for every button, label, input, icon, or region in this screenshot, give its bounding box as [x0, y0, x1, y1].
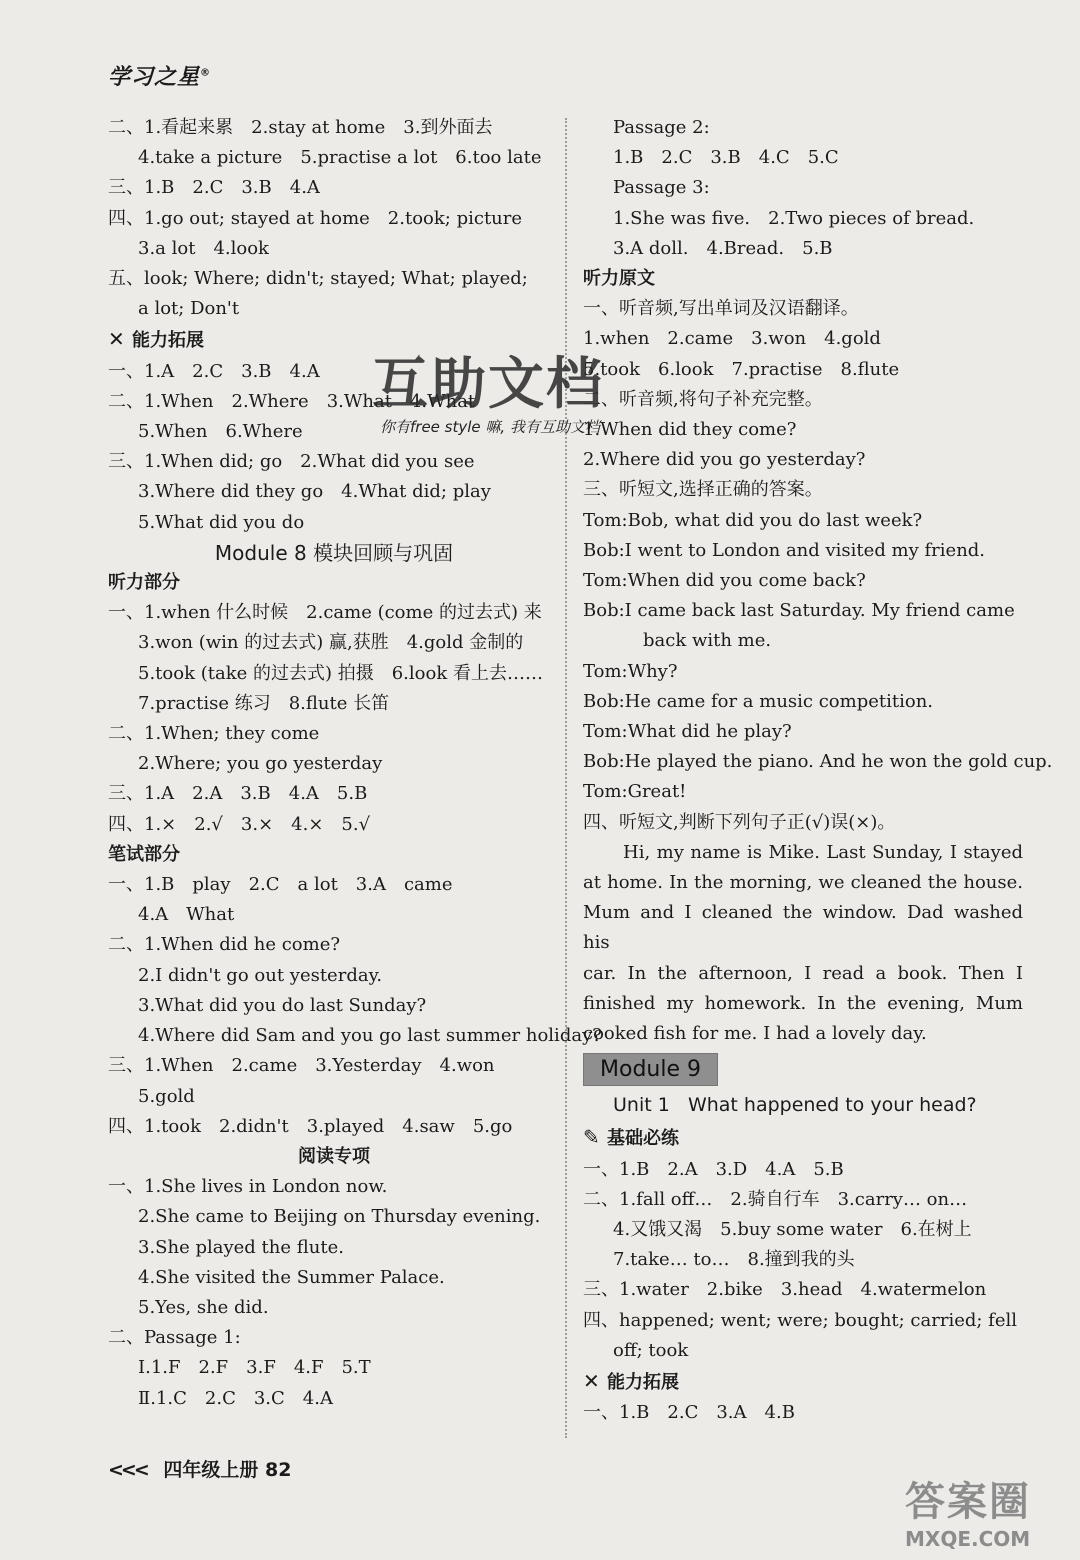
answer-line: 3.won (win 的过去式) 赢,获胜 4.gold 金制的 — [138, 632, 524, 654]
answer-line: 二、Passage 1: — [108, 1327, 241, 1349]
unit-title: What happened to your head? — [687, 1094, 977, 1117]
answer-line: 7.take… to… 8.撞到我的头 — [613, 1249, 855, 1271]
answer-line: 三、1.A 2.A 3.B 4.A 5.B — [108, 783, 368, 805]
passage-line: cooked fish for me. I had a lovely day. — [583, 1023, 927, 1045]
dialogue-line: Tom:Great! — [583, 781, 687, 803]
transcript-line: 2.Where did you go yesterday? — [583, 449, 866, 471]
answer-line: 5.What did you do — [138, 511, 305, 533]
dialogue-line: Bob:He came for a music competition. — [583, 690, 934, 712]
answer-line: 3.A doll. 4.Bread. 5.B — [613, 237, 833, 259]
answer-line: 3.a lot 4.look — [138, 237, 269, 259]
grade-label: 四年级上册 — [163, 1459, 259, 1481]
listening-section-title: 听力部分 — [108, 572, 180, 594]
corner-logo-cn: 答案圈 — [905, 1479, 1031, 1525]
answer-line: 1.B 2.C 3.B 4.C 5.C — [613, 147, 839, 169]
passage-line: car. In the afternoon, I read a book. Then I — [583, 962, 1023, 984]
answer-line: 四、1.× 2.√ 3.× 4.× 5.√ — [108, 813, 371, 835]
answer-line: 4.又饿又渴 5.buy some water 6.在树上 — [613, 1218, 972, 1240]
answer-line: 3.Where did they go 4.What did; play — [138, 481, 491, 503]
answer-line: 一、1.She lives in London now. — [108, 1176, 388, 1198]
answer-line: 五、look; Where; didn't; stayed; What; played; — [108, 268, 528, 290]
answer-line: 2.Where; you go yesterday — [138, 753, 383, 775]
transcript-line: 三、听短文,选择正确的答案。 — [583, 479, 823, 501]
pencil-cross-icon: ✕ — [583, 1368, 600, 1393]
module8-title: Module 8 模块回顾与巩固 — [214, 540, 454, 565]
transcript-line: 二、听音频,将句子补充完整。 — [583, 388, 823, 410]
answer-line: 2.I didn't go out yesterday. — [138, 964, 383, 986]
answer-line: 二、1.When did he come? — [108, 934, 341, 956]
answer-line: 一、1.B play 2.C a lot 3.A came — [108, 874, 453, 896]
answer-line: 5.gold — [138, 1085, 195, 1107]
transcript-line: 四、听短文,判断下列句子正(√)误(×)。 — [583, 811, 896, 833]
answer-line: 一、1.B 2.A 3.D 4.A 5.B — [583, 1158, 844, 1180]
answer-line: 5.When 6.Where — [138, 421, 303, 443]
answer-line: 三、1.When 2.came 3.Yesterday 4.won — [108, 1055, 495, 1077]
answer-line: 三、1.water 2.bike 3.head 4.watermelon — [583, 1279, 987, 1301]
right-column — [583, 113, 1053, 1428]
answer-line: 4.take a picture 5.practise a lot 6.too late — [138, 147, 542, 169]
passage-line: Mum and I cleaned the window. Dad washed his — [583, 902, 1023, 954]
transcript-line: 1.when 2.came 3.won 4.gold — [583, 328, 881, 350]
passage-line: finished my homework. In the evening, Mum — [583, 992, 1023, 1014]
answer-line: Ⅰ.1.F 2.F 3.F 4.F 5.T — [138, 1357, 371, 1379]
brand-logo — [108, 60, 211, 91]
dialogue-line: Tom:When did you come back? — [583, 570, 866, 592]
answer-line: 5.took (take 的过去式) 拍摄 6.look 看上去…… — [138, 662, 543, 684]
basic-section-title: ✎ 基础必练 — [583, 1122, 1023, 1154]
answer-line: 4.She visited the Summer Palace. — [138, 1266, 445, 1288]
answer-line: a lot; Don't — [138, 298, 240, 320]
answer-line: 四、happened; went; were; bought; carried; fell — [583, 1309, 1018, 1331]
module9-badge: Module 9 — [583, 1053, 718, 1086]
dialogue-line: Bob:I went to London and visited my friend. — [583, 539, 986, 561]
answer-line: off; took — [613, 1339, 689, 1361]
dialogue-line: Tom:Why? — [583, 660, 678, 682]
pencil-icon: ✎ — [583, 1125, 600, 1150]
arrows-icon: <<< — [108, 1459, 147, 1481]
answer-line: 一、1.A 2.C 3.B 4.A — [108, 360, 320, 382]
unit-heading — [583, 1088, 1023, 1122]
left-column — [108, 113, 602, 1414]
dialogue-line: Bob:I came back last Saturday. My friend came — [583, 600, 1015, 622]
column-divider — [565, 118, 567, 1438]
answer-line: 4.A What — [138, 904, 235, 926]
answer-line: 四、1.took 2.didn't 3.played 4.saw 5.go — [108, 1115, 513, 1137]
answer-line: 3.She played the flute. — [138, 1236, 344, 1258]
transcript-line: 一、听音频,写出单词及汉语翻译。 — [583, 298, 859, 320]
answer-line: Passage 3: — [613, 177, 710, 199]
passage-line: at home. In the morning, we cleaned the house. — [583, 872, 1023, 894]
brand-name: 学习之星 — [108, 65, 201, 90]
answer-line: 三、1.When did; go 2.What did you see — [108, 451, 475, 473]
answer-line: 2.She came to Beijing on Thursday evening. — [138, 1206, 541, 1228]
answer-line: 5.Yes, she did. — [138, 1296, 269, 1318]
answer-line: 三、1.B 2.C 3.B 4.A — [108, 177, 320, 199]
registered-mark: ® — [200, 67, 212, 79]
dialogue-line: Tom:Bob, what did you do last week? — [583, 509, 923, 531]
ability-section-title: ✕ 能力拓展 — [108, 324, 560, 356]
dialogue-line: Bob:He played the piano. And he won the gold cup. — [583, 751, 1053, 773]
answer-line: 4.Where did Sam and you go last summer holiday? — [138, 1025, 602, 1047]
dialogue-line: Tom:What did he play? — [583, 721, 792, 743]
answer-line: 7.practise 练习 8.flute 长笛 — [138, 692, 390, 714]
answer-line: 二、1.fall off… 2.骑自行车 3.carry… on… — [583, 1188, 968, 1210]
transcript-line: 1.When did they come? — [583, 419, 797, 441]
unit-label: Unit 1 — [613, 1094, 670, 1117]
answer-line: Ⅱ.1.C 2.C 3.C 4.A — [138, 1387, 333, 1409]
watermark-caption: 你有free style 嘛, 我有互助文档 — [380, 418, 600, 436]
dialogue-line: back with me. — [643, 630, 772, 652]
page-number: 82 — [265, 1459, 292, 1481]
page-footer — [108, 1455, 291, 1482]
answer-line: 3.What did you do last Sunday? — [138, 994, 427, 1016]
corner-logo-en: MXQE.COM — [905, 1527, 1031, 1551]
reading-section-title: 阅读专项 — [298, 1145, 370, 1167]
answer-line: 1.She was five. 2.Two pieces of bread. — [613, 207, 975, 229]
ability-section-title-2: ✕ 能力拓展 — [583, 1366, 1023, 1398]
passage-line: Hi, my name is Mike. Last Sunday, I stayed — [623, 841, 1023, 863]
transcript-line: 5.took 6.look 7.practise 8.flute — [583, 358, 900, 380]
answer-line: 一、1.when 什么时候 2.came (come 的过去式) 来 — [108, 602, 542, 624]
transcript-section-title: 听力原文 — [583, 268, 655, 290]
answer-line: 一、1.B 2.C 3.A 4.B — [583, 1402, 795, 1424]
watermark-title: 互助文档 — [372, 352, 604, 417]
pencil-cross-icon: ✕ — [108, 327, 125, 352]
answer-line: 二、1.When; they come — [108, 723, 320, 745]
written-section-title: 笔试部分 — [108, 843, 180, 865]
answer-line: Passage 2: — [613, 117, 710, 138]
answer-line: 二、1.看起来累 2.stay at home 3.到外面去 — [108, 117, 493, 138]
answer-line: 四、1.go out; stayed at home 2.took; picture — [108, 207, 523, 229]
corner-logo — [905, 1470, 1075, 1556]
answer-line: 二、1.When 2.Where 3.What 4.What — [108, 390, 476, 412]
